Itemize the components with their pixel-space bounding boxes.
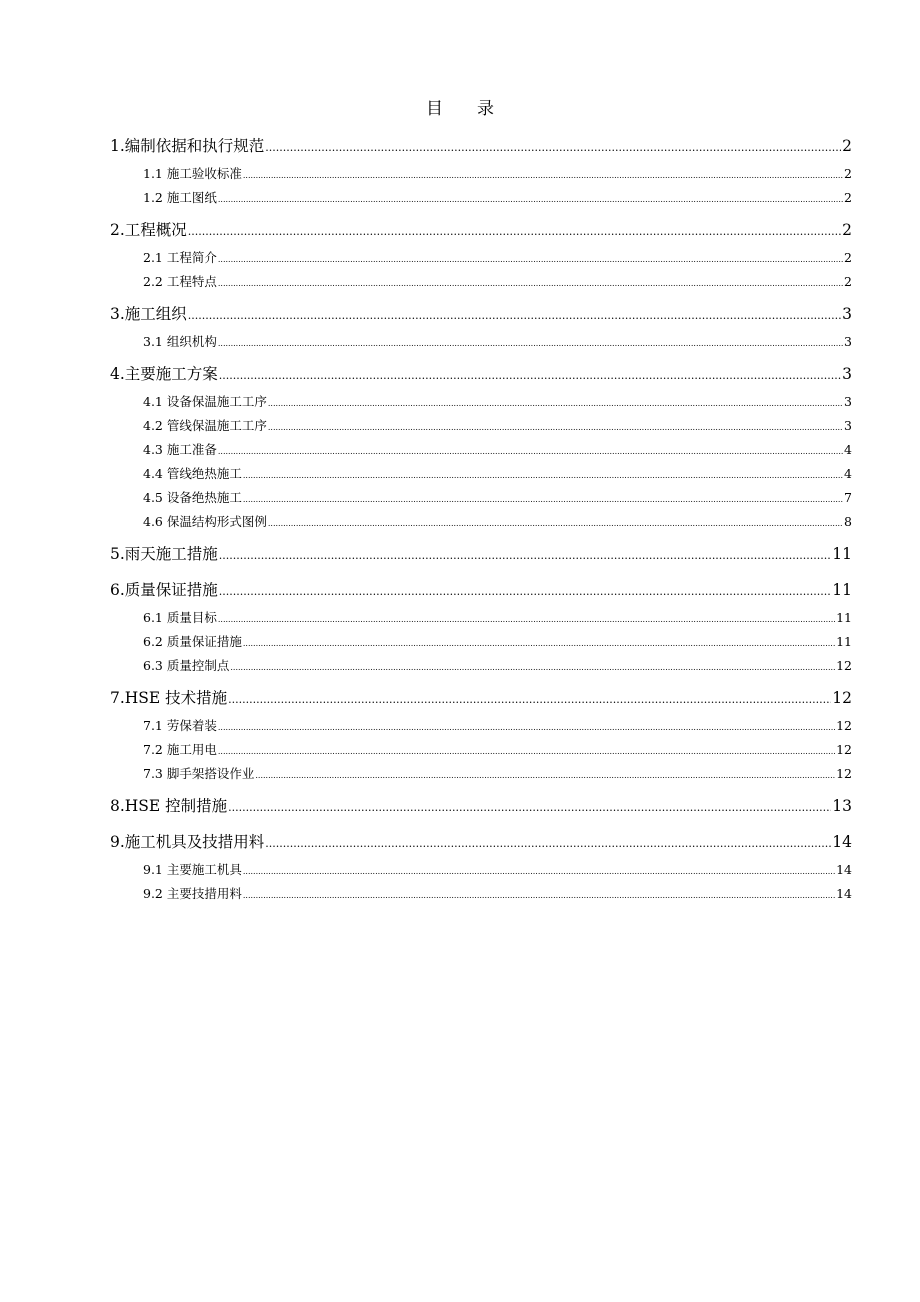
- toc-leader: [218, 610, 835, 625]
- toc-label: 8.HSE 控制措施: [110, 797, 228, 815]
- toc-leader: [230, 658, 835, 673]
- toc-leader: [255, 766, 835, 781]
- page-title: [0, 94, 920, 119]
- toc-label: 4.1 设备保温施工工序: [143, 394, 267, 409]
- toc-page: 4: [844, 466, 852, 481]
- toc-entry-4-1[interactable]: [143, 392, 852, 410]
- toc-entry-3-1[interactable]: [143, 332, 852, 350]
- toc-entry-9-1[interactable]: [143, 860, 852, 878]
- toc-page: 12: [836, 718, 852, 733]
- toc-label: 6.质量保证措施: [110, 581, 218, 599]
- toc-entry-1[interactable]: [110, 134, 852, 156]
- toc-entry-6-3[interactable]: [143, 656, 852, 674]
- toc-label: 4.主要施工方案: [110, 365, 218, 383]
- toc-page: 12: [836, 658, 852, 673]
- toc-entry-4-4[interactable]: [143, 464, 852, 482]
- toc-entry-9[interactable]: [110, 830, 852, 852]
- toc-leader: [218, 274, 843, 289]
- toc-entry-4-3[interactable]: [143, 440, 852, 458]
- toc-label: 9.施工机具及技措用料: [110, 833, 265, 851]
- toc-label: 6.3 质量控制点: [143, 658, 230, 673]
- toc-label: 4.2 管线保温施工工序: [143, 418, 267, 433]
- toc-page: 12: [836, 766, 852, 781]
- toc-entry-4-2[interactable]: [143, 416, 852, 434]
- toc-entry-2[interactable]: [110, 218, 852, 240]
- toc-page: 14: [836, 886, 852, 901]
- title-left: 目: [426, 99, 443, 119]
- toc-entry-9-2[interactable]: [143, 884, 852, 902]
- toc-page: 2: [844, 190, 852, 205]
- toc-leader: [243, 862, 835, 877]
- toc-label: 4.5 设备绝热施工: [143, 490, 242, 505]
- toc-label: 3.施工组织: [110, 305, 187, 323]
- toc-label: 1.2 施工图纸: [143, 190, 217, 205]
- toc-label: 7.HSE 技术措施: [110, 689, 228, 707]
- toc-entry-1-1[interactable]: [143, 164, 852, 182]
- toc-page: 3: [842, 365, 852, 383]
- toc-label: 5.雨天施工措施: [110, 545, 218, 563]
- toc-entry-7[interactable]: [110, 686, 852, 708]
- toc-page: 2: [844, 274, 852, 289]
- toc-entry-4-6[interactable]: [143, 512, 852, 530]
- toc-leader: [243, 886, 835, 901]
- toc-label: 9.1 主要施工机具: [143, 862, 242, 877]
- toc-leader: [243, 166, 843, 181]
- toc-page: 14: [836, 862, 852, 877]
- toc-leader: [268, 418, 843, 433]
- toc-entry-2-1[interactable]: [143, 248, 852, 266]
- toc-entry-5[interactable]: [110, 542, 852, 564]
- toc-label: 6.2 质量保证措施: [143, 634, 242, 649]
- toc-label: 3.1 组织机构: [143, 334, 217, 349]
- toc-entry-2-2[interactable]: [143, 272, 852, 290]
- toc-label: 4.4 管线绝热施工: [143, 466, 242, 481]
- toc-label: 2.1 工程简介: [143, 250, 217, 265]
- toc-leader: [243, 634, 835, 649]
- toc-page: 11: [836, 610, 852, 625]
- toc-entry-7-3[interactable]: [143, 764, 852, 782]
- toc-leader: [268, 394, 843, 409]
- toc-page: 3: [844, 394, 852, 409]
- toc-entry-3[interactable]: [110, 302, 852, 324]
- toc-page: 14: [832, 833, 852, 851]
- toc-leader: [228, 797, 831, 815]
- toc-page: 11: [832, 581, 852, 599]
- toc-page: 4: [844, 442, 852, 457]
- toc-page: 12: [836, 742, 852, 757]
- toc-label: 7.2 施工用电: [143, 742, 217, 757]
- toc-entry-6-1[interactable]: [143, 608, 852, 626]
- toc-page: 2: [844, 250, 852, 265]
- toc-label: 6.1 质量目标: [143, 610, 217, 625]
- toc-label: 9.2 主要技措用料: [143, 886, 242, 901]
- toc-page: 12: [832, 689, 852, 707]
- toc-page: 2: [842, 221, 852, 239]
- toc-leader: [243, 490, 843, 505]
- toc-label: 4.6 保温结构形式图例: [143, 514, 267, 529]
- toc-leader: [188, 305, 841, 323]
- toc-label: 7.3 脚手架搭设作业: [143, 766, 255, 781]
- toc-leader: [188, 221, 841, 239]
- toc-label: 7.1 劳保着装: [143, 718, 217, 733]
- toc-label: 1.1 施工验收标准: [143, 166, 242, 181]
- toc-label: 2.工程概况: [110, 221, 187, 239]
- toc-leader: [218, 442, 843, 457]
- toc-page: 3: [844, 418, 852, 433]
- toc-label: 4.3 施工准备: [143, 442, 217, 457]
- toc-leader: [265, 137, 841, 155]
- toc-leader: [219, 581, 831, 599]
- toc-leader: [265, 833, 831, 851]
- toc-entry-6[interactable]: [110, 578, 852, 600]
- toc-entry-6-2[interactable]: [143, 632, 852, 650]
- toc-page: 13: [832, 797, 852, 815]
- toc-page: 8: [844, 514, 852, 529]
- toc-leader: [219, 365, 841, 383]
- toc-leader: [218, 742, 835, 757]
- toc-label: 2.2 工程特点: [143, 274, 217, 289]
- toc-leader: [218, 190, 843, 205]
- toc-leader: [243, 466, 843, 481]
- toc-page: 7: [844, 490, 852, 505]
- toc-leader: [228, 689, 831, 707]
- toc-leader: [218, 334, 843, 349]
- toc-entry-7-2[interactable]: [143, 740, 852, 758]
- toc-page: 3: [844, 334, 852, 349]
- toc-entry-8[interactable]: [110, 794, 852, 816]
- toc-page: 3: [842, 305, 852, 323]
- toc-entry-7-1[interactable]: [143, 716, 852, 734]
- toc-leader: [268, 514, 843, 529]
- toc-leader: [219, 545, 831, 563]
- toc-entry-4[interactable]: [110, 362, 852, 384]
- toc-label: 1.编制依据和执行规范: [110, 137, 265, 155]
- toc-page: 2: [844, 166, 852, 181]
- toc-entry-1-2[interactable]: [143, 188, 852, 206]
- toc-leader: [218, 250, 843, 265]
- toc-page: 11: [832, 545, 852, 563]
- toc-leader: [218, 718, 835, 733]
- title-right: 录: [477, 99, 494, 119]
- toc-page: 2: [842, 137, 852, 155]
- toc-entry-4-5[interactable]: [143, 488, 852, 506]
- toc-page: 11: [836, 634, 852, 649]
